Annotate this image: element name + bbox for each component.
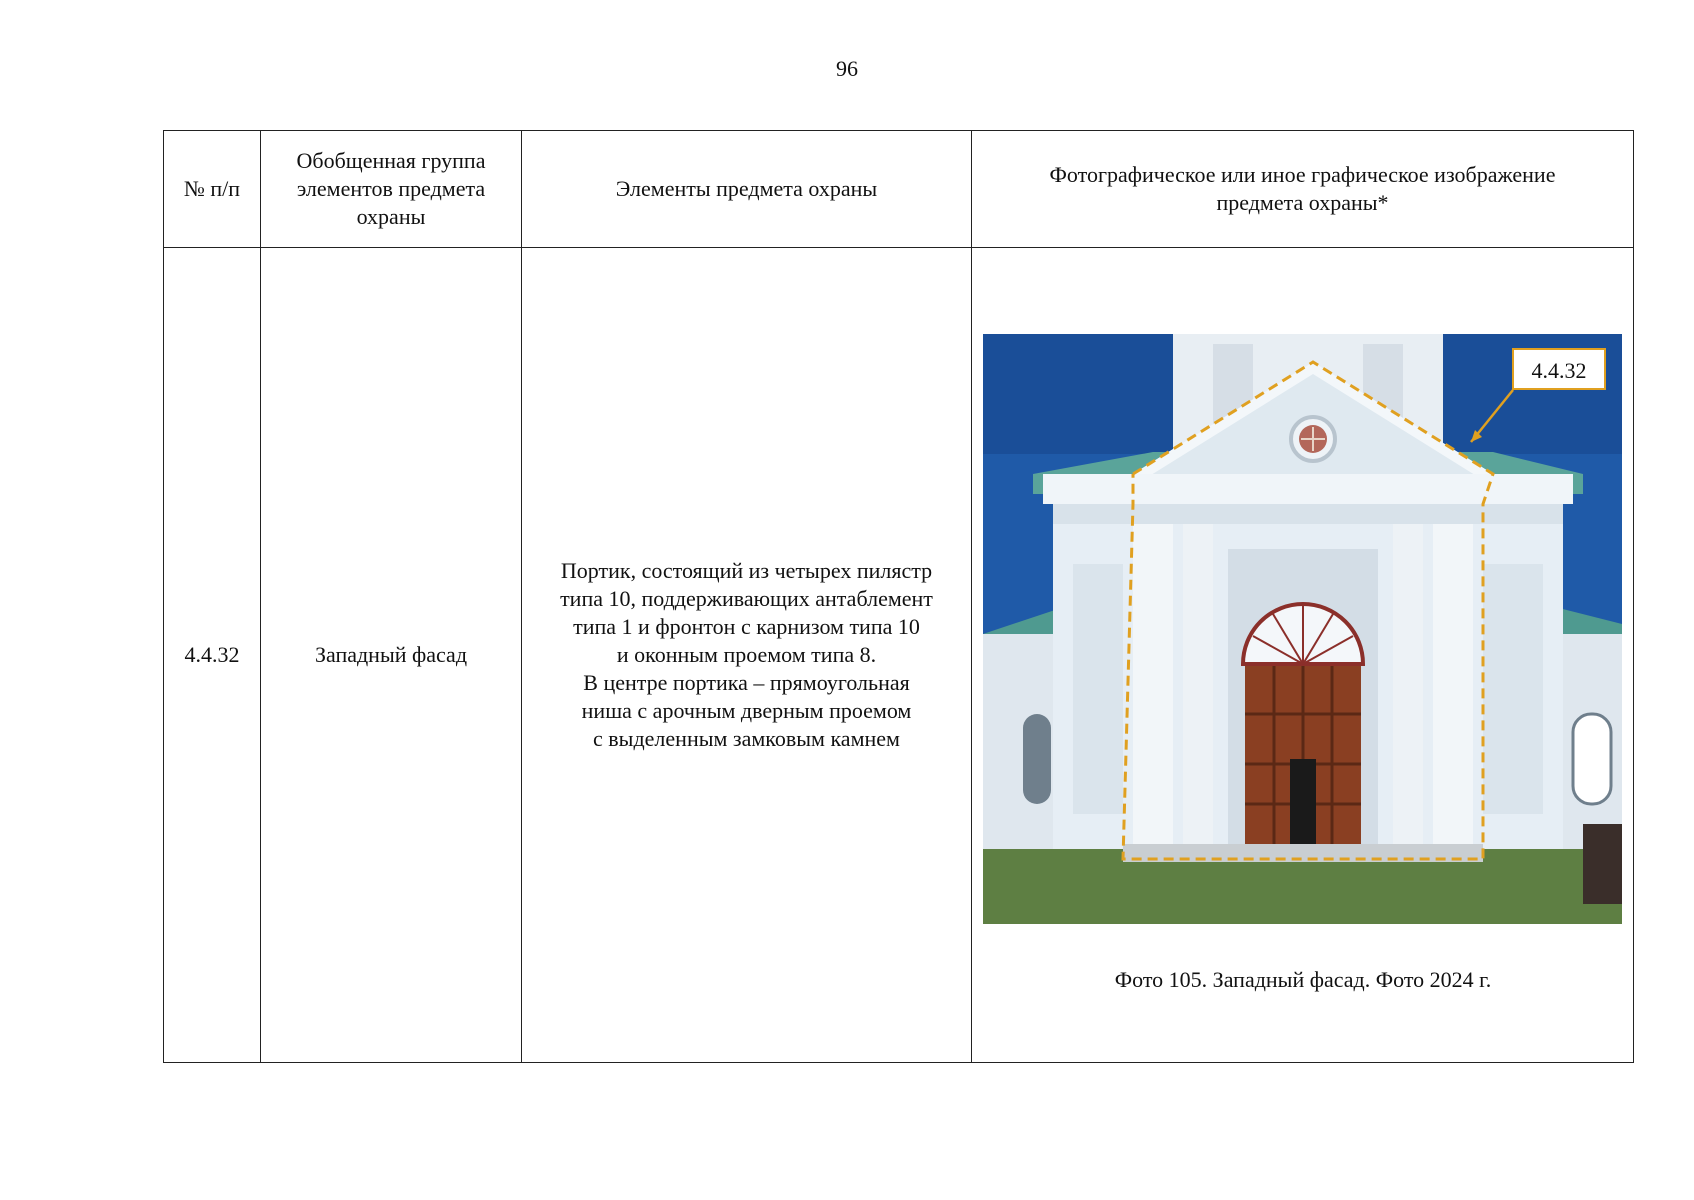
table-row bbox=[164, 248, 1634, 1063]
page-number: 96 bbox=[836, 56, 858, 81]
cell-group: Западный фасад bbox=[261, 248, 522, 1063]
header-elements: Элементы предмета охраны bbox=[522, 131, 972, 248]
header-photo: Фотографическое или иное графическое изображение предмета охраны* bbox=[972, 131, 1634, 248]
protection-elements-table bbox=[163, 130, 1634, 1063]
facade-photo bbox=[983, 334, 1622, 924]
header-group: Обобщенная группа элементов предмета охраны bbox=[261, 131, 522, 248]
table-header-row bbox=[164, 131, 1634, 248]
cell-elements: Портик, состоящий из четырех пилястр типа 10, поддерживающих антаблемент типа 1 и фронтон с карнизом типа 10 и оконным проемом типа 8. В центре портика – прямоугольная ниша с арочным дверным проемом с выделенным замковым камнем bbox=[522, 248, 972, 1063]
cell-photo bbox=[972, 248, 1634, 1063]
photo-caption: Фото 105. Западный фасад. Фото 2024 г. bbox=[1114, 967, 1492, 992]
header-num: № п/п bbox=[164, 131, 261, 248]
photo-callout-label: 4.4.32 bbox=[1512, 348, 1606, 390]
facade-photo-illustration bbox=[983, 334, 1622, 924]
cell-num: 4.4.32 bbox=[164, 248, 261, 1063]
